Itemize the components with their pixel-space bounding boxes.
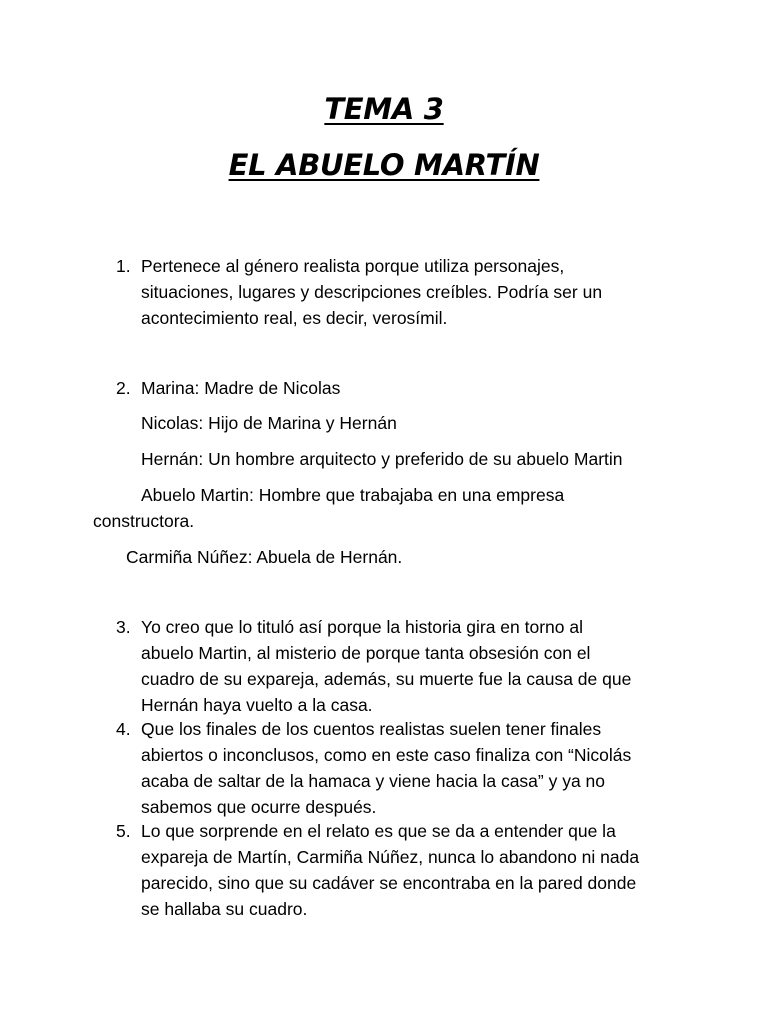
item-5-line: Lo que sorprende en el relato es que se da a entender que la [141, 821, 616, 841]
item-4-line: abiertos o inconclusos, como en este caso finaliza con “Nicolás [141, 745, 632, 765]
document-title: TEMA 3 [324, 92, 444, 126]
item-2-line: Carmiña Núñez: Abuela de Hernán. [126, 547, 403, 567]
item-4-line: Que los finales de los cuentos realistas suelen tener finales [141, 719, 602, 739]
item-3-line: abuelo Martin, al misterio de porque tanta obsesión con el [141, 643, 591, 663]
document-subtitle: EL ABUELO MARTÍN [228, 148, 540, 182]
item-3-line: cuadro de su expareja, además, su muerte fue la causa de que [141, 669, 632, 689]
item-5-line: expareja de Martín, Carmiña Núñez, nunca lo abandono ni nada [141, 847, 640, 867]
item-2-line: Marina: Madre de Nicolas [141, 378, 341, 398]
item-1-line: situaciones, lugares y descripciones creíbles. Podría ser un [141, 282, 603, 302]
item-1-number: 1. [116, 256, 131, 276]
item-4-line: acaba de saltar de la hamaca y viene hacia la casa” y ya no [141, 771, 606, 791]
item-5-line: se hallaba su cuadro. [141, 899, 308, 919]
item-2-line: Nicolas: Hijo de Marina y Hernán [141, 413, 397, 433]
item-2-number: 2. [116, 378, 131, 398]
item-4-line: sabemos que ocurre después. [141, 797, 377, 817]
item-5-line: parecido, sino que su cadáver se encontraba en la pared donde [141, 873, 637, 893]
item-2-line: constructora. [93, 511, 195, 531]
item-1-line: Pertenece al género realista porque utiliza personajes, [141, 256, 565, 276]
item-4-number: 4. [116, 719, 131, 739]
item-5-number: 5. [116, 821, 131, 841]
item-3-line: Yo creo que lo tituló así porque la historia gira en torno al [141, 617, 583, 637]
item-3-line: Hernán haya vuelto a la casa. [141, 695, 373, 715]
item-2-line: Abuelo Martin: Hombre que trabajaba en una empresa [141, 485, 565, 505]
item-2-line: Hernán: Un hombre arquitecto y preferido de su abuelo Martin [141, 449, 623, 469]
item-1-line: acontecimiento real, es decir, verosímil. [141, 308, 448, 328]
item-3-number: 3. [116, 617, 131, 637]
